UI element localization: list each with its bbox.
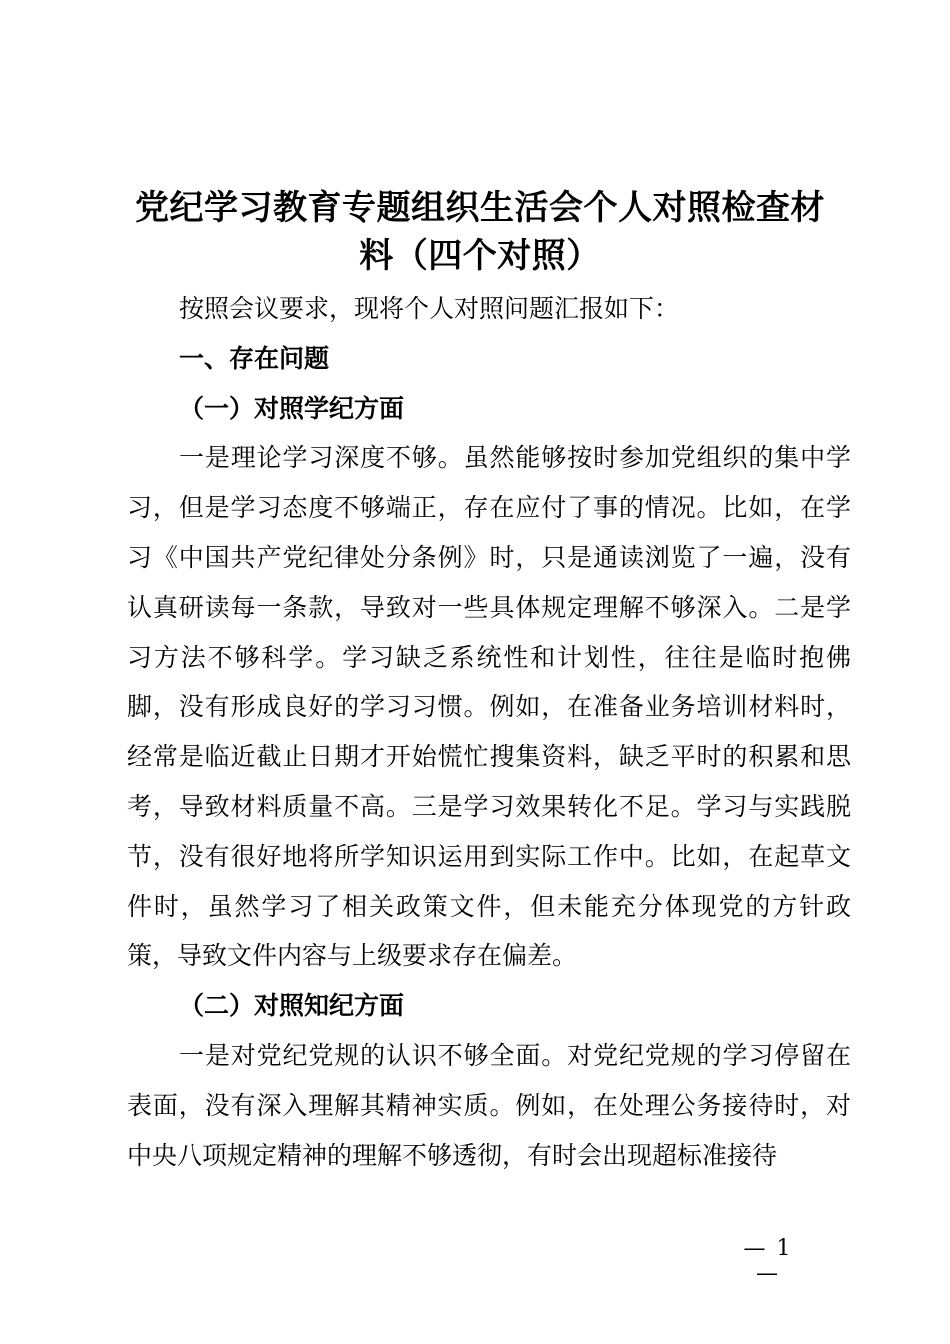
subsection-heading-know-discipline: （二）对照知纪方面 <box>179 991 405 1021</box>
know-discipline-paragraph: 一是对党纪党规的认识不够全面。对党纪党规的学习停留在表面，没有深入理解其精神实质。例如，在处理公务接待时，对中央八项规定精神的理解不够透彻，有时会出现超标准接待 <box>127 1040 851 1170</box>
page-number: — 1 — <box>743 1236 793 1286</box>
section-heading-problems: 一、存在问题 <box>179 343 330 373</box>
subsection-heading-study-discipline: （一）对照学纪方面 <box>179 393 405 423</box>
document-body <box>127 284 851 1180</box>
intro-paragraph: 按照会议要求，现将个人对照问题汇报如下： <box>179 294 680 323</box>
document-title: 党纪学习教育专题组织生活会个人对照检查材料（四个对照） <box>135 188 825 276</box>
study-discipline-paragraph: 一是理论学习深度不够。虽然能够按时参加党组织的集中学习，但是学习态度不够端正，存在应付了事的情况。比如，在学习《中国共产党纪律处分条例》时，只是通读浏览了一遍，没有认真研读每一条款，导致对一些具体规定理解不够深入。二是学习方法不够科学。学习缺乏系统性和计划性，往往是临时抱佛脚，没有形成良好的学习习惯。例如，在准备业务培训材料时，经常是临近截止日期才开始慌忙搜集资料，缺乏平时的积累和思考，导致材料质量不高。三是学习效果转化不足。学习与实践脱节，没有很好地将所学知识运用到实际工作中。比如，在起草文件时，虽然学习了相关政策文件，但未能充分体现党的方针政策，导致文件内容与上级要求存在偏差。 <box>127 443 851 971</box>
